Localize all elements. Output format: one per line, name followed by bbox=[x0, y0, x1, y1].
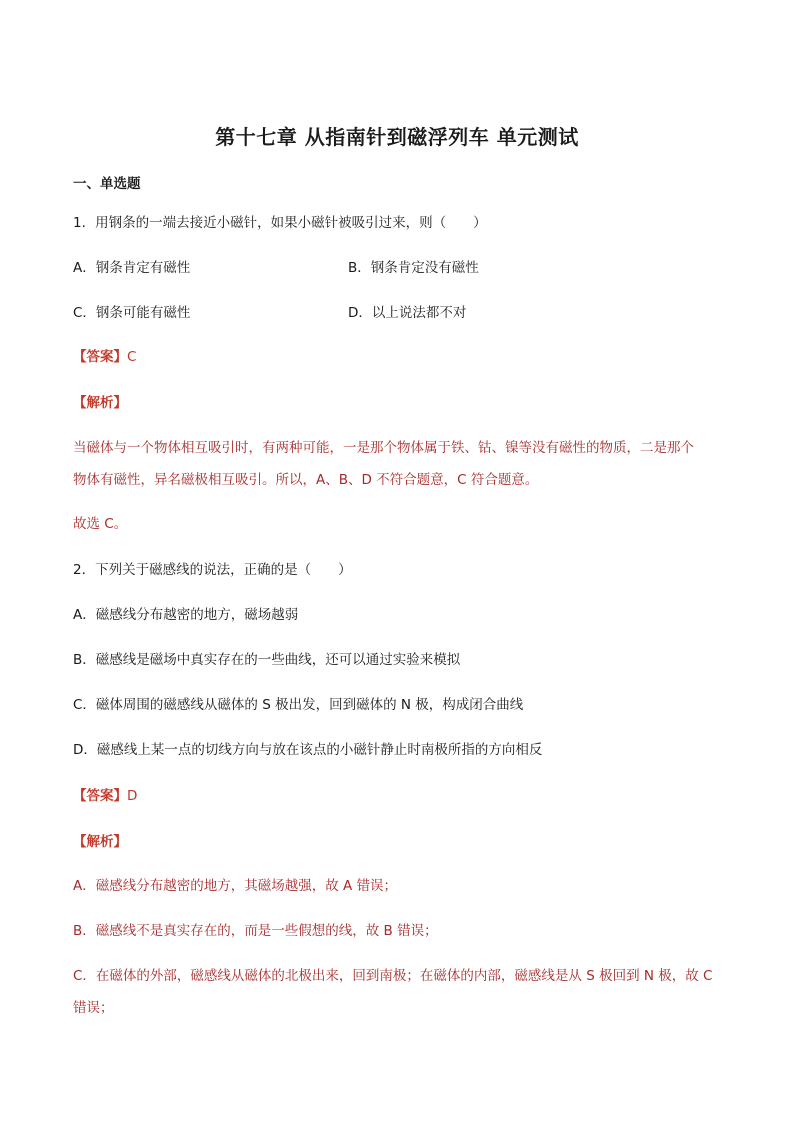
q2-analysis-a: A．磁感线分布越密的地方，其磁场越强，故 A 错误； bbox=[73, 878, 398, 894]
q1-option-a: A．钢条肯定有磁性 bbox=[73, 260, 191, 276]
q1-option-b: B．钢条肯定没有磁性 bbox=[348, 260, 479, 276]
page-title: 第十七章 从指南针到磁浮列车 单元测试 bbox=[215, 125, 579, 149]
q2-option-b: B．磁感线是磁场中真实存在的一些曲线，还可以通过实验来模拟 bbox=[73, 652, 461, 668]
q1-conclusion: 故选 C。 bbox=[73, 516, 128, 532]
q2-analysis-c-line2: 错误； bbox=[73, 1000, 114, 1016]
section-heading: 一、单选题 bbox=[73, 176, 141, 192]
q2-analysis-b: B．磁感线不是真实存在的，而是一些假想的线，故 B 错误； bbox=[73, 923, 438, 939]
q2-analysis-c-line1: C．在磁体的外部，磁感线从磁体的北极出来，回到南极；在磁体的内部，磁感线是从 S 极回到 N 极，故 C bbox=[73, 968, 713, 984]
q2-stem: 2．下列关于磁感线的说法，正确的是（ ） bbox=[73, 562, 352, 578]
answer-value: C bbox=[127, 349, 137, 365]
q1-stem: 1．用钢条的一端去接近小磁针，如果小磁针被吸引过来，则（ ） bbox=[73, 215, 487, 231]
answer-tag: 【答案】 bbox=[73, 349, 127, 365]
q2-option-d: D．磁感线上某一点的切线方向与放在该点的小磁针静止时南极所指的方向相反 bbox=[73, 742, 543, 758]
answer-tag: 【答案】 bbox=[73, 788, 127, 804]
q1-option-d: D．以上说法都不对 bbox=[348, 305, 467, 321]
q2-analysis-tag: 【解析】 bbox=[73, 834, 127, 850]
q1-analysis-line1: 当磁体与一个物体相互吸引时，有两种可能，一是那个物体属于铁、钴、镍等没有磁性的物质，二是那个 bbox=[73, 440, 694, 456]
answer-value: D bbox=[127, 788, 138, 804]
q1-analysis-tag: 【解析】 bbox=[73, 395, 127, 411]
q2-option-a: A．磁感线分布越密的地方，磁场越弱 bbox=[73, 607, 299, 623]
q2-option-c: C．磁体周围的磁感线从磁体的 S 极出发，回到磁体的 N 极，构成闭合曲线 bbox=[73, 697, 524, 713]
q1-analysis-line2: 物体有磁性，异名磁极相互吸引。所以，A、B、D 不符合题意，C 符合题意。 bbox=[73, 472, 539, 488]
q2-answer bbox=[73, 787, 137, 805]
q1-option-c: C．钢条可能有磁性 bbox=[73, 305, 191, 321]
q1-answer bbox=[73, 348, 136, 366]
